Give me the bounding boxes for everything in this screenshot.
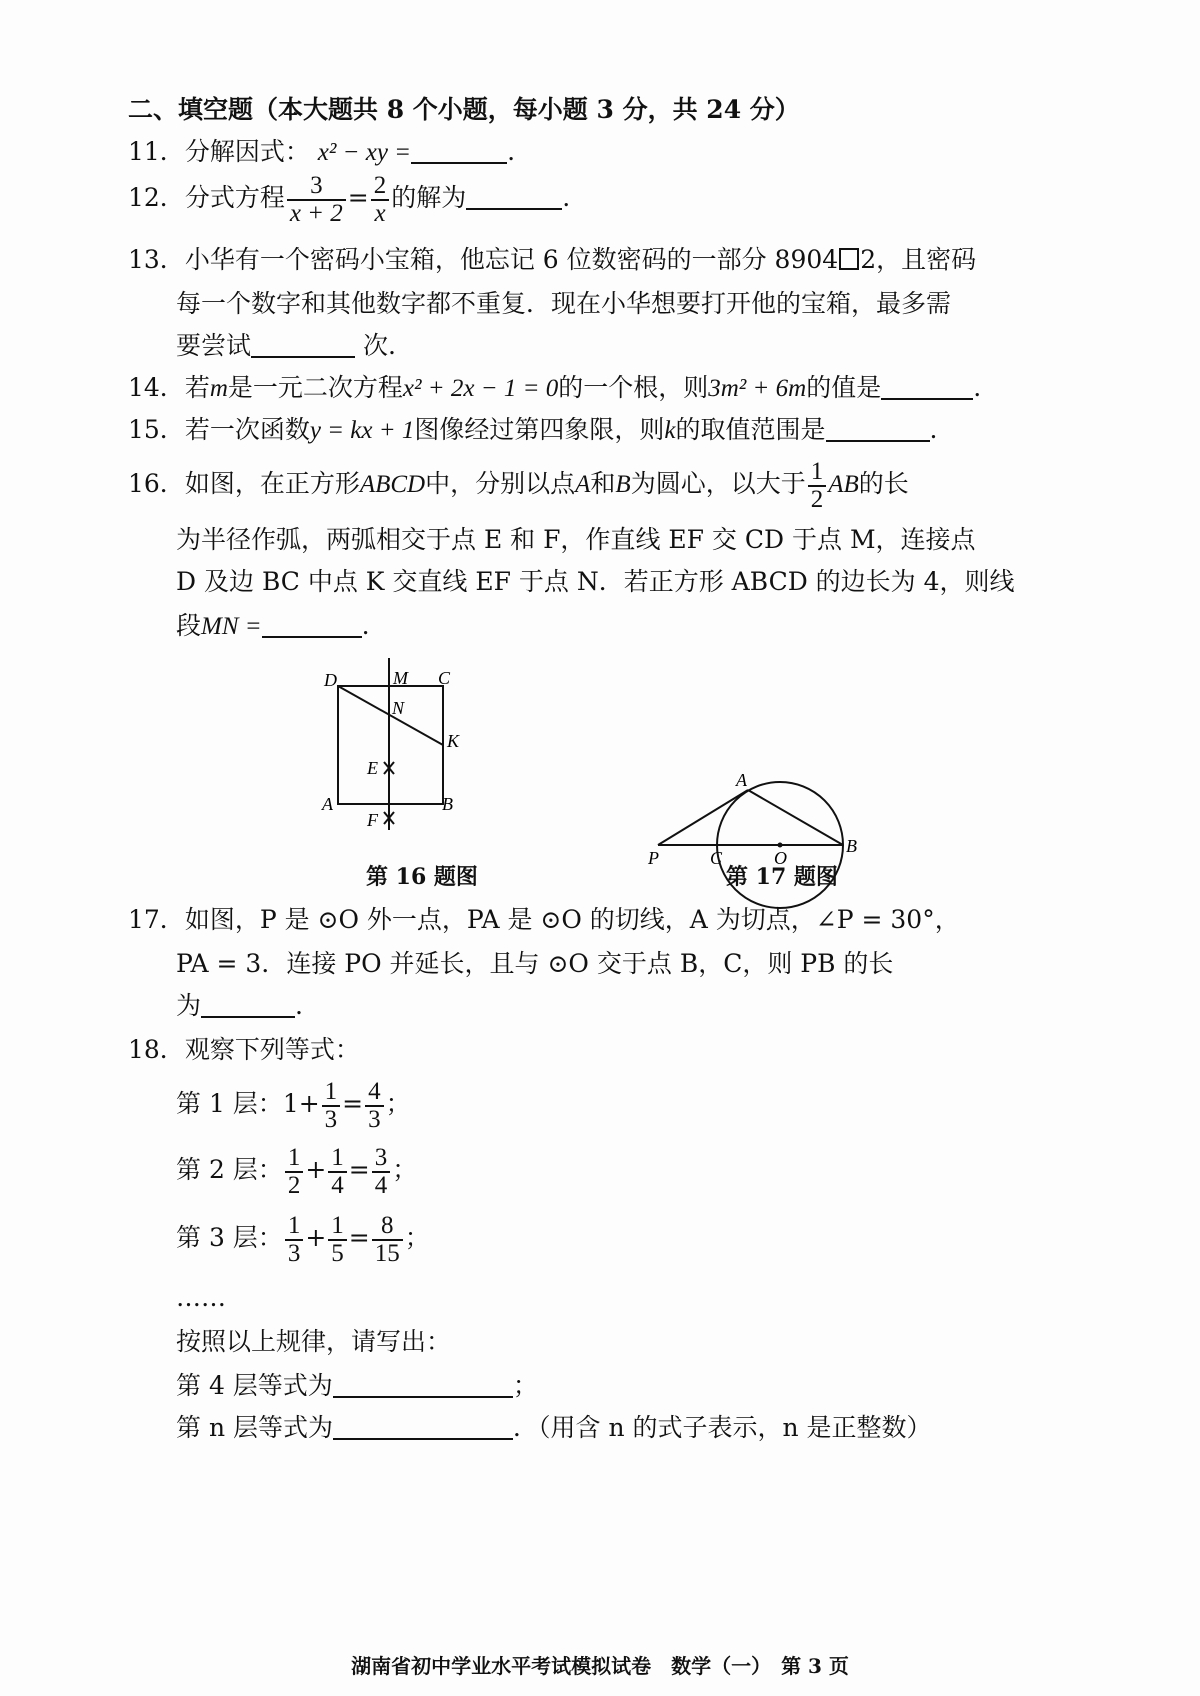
question-12 [128,170,570,227]
layer3-fraction-a: $\frac{1}{3}$ [285,1213,304,1267]
q16-answer-blank[interactable] [262,610,362,638]
label-p: P [648,848,659,868]
layer3-fraction-result: $\frac{8}{15}$ [372,1213,403,1267]
label-n: N [392,698,405,718]
question-13-line-1 [128,244,976,276]
question-16-line-3: D 及边 BC 中点 K 交直线 EF 于点 N．若正方形 ABCD 的边长为 4，则线 [176,567,1015,596]
q13-text-b: 2，且密码 [860,245,977,274]
question-16-line-2: 为半径作弧，两弧相交于点 E 和 F，作直线 EF 交 CD 于点 M，连接点 [176,525,976,554]
label-e: E [367,758,378,778]
q11-answer-blank[interactable] [411,136,507,164]
q17-answer-blank[interactable] [201,990,295,1018]
q15-answer-blank[interactable] [826,414,930,442]
question-11 [128,136,515,169]
q18-layer-n-answer-blank[interactable] [333,1412,513,1440]
q13-answer-blank[interactable] [251,330,355,358]
q18-rule: 按照以上规律，请写出： [176,1327,452,1356]
q14-answer-blank[interactable] [881,372,973,400]
q12-number: 12． [128,183,185,212]
question-16-line-1: 16．如图，在正方形ABCD中，分别以点A和B为圆心，以大于 $\frac{1}{2}$ AB的长 [128,457,909,513]
q18-layer-3: 第 3 层： $\frac{1}{3}$ + $\frac{1}{5}$ = $\frac{8}{15}$ ； [176,1211,430,1267]
label-a: A [322,794,333,814]
q18-ask-n: 第 n 层等式为 ．（用含 n 的式子表示，n 是正整数） [176,1413,932,1442]
q18-ask-4: 第 4 层等式为 ； [176,1371,538,1400]
q12-fraction-left: $\frac{3}{x + 2}$ [287,173,346,227]
q12-text: 分式方程 [184,183,285,212]
label-o: O [774,848,787,868]
page-footer: 湖南省初中学业水平考试模拟试卷 数学（一） 第 3 页 [351,1654,849,1678]
label-d: D [324,670,337,690]
label-c: C [710,848,723,868]
label-a: A [736,770,747,790]
q13-text-a: 小华有一个密码小宝箱，他忘记 6 位数密码的一部分 8904 [184,245,839,274]
q18-layer-1: 第 1 层：1+ $\frac{1}{3}$ = $\frac{4}{3}$ ； [176,1077,411,1133]
label-c: C [438,668,451,688]
q18-layer-2: 第 2 层： $\frac{1}{2}$ + $\frac{1}{4}$ = $\frac{3}{4}$ ； [176,1143,418,1199]
figure-17-caption: 第 17 题图 [726,864,838,890]
question-13-line-3: 要尝试 次. [176,331,396,360]
question-18-intro: 18．观察下列等式： [128,1035,360,1064]
label-m: M [393,668,408,688]
layer1-fraction-result: $\frac{4}{3}$ [365,1079,384,1133]
q12-equals: = [347,183,369,212]
q11-text: 分解因式： [184,137,310,166]
question-17-line-3: 为 . [176,991,303,1020]
layer2-fraction-result: $\frac{3}{4}$ [372,1145,391,1199]
q11-number: 11． [128,137,185,166]
label-k: K [447,731,460,751]
q12-fraction-right: $\frac{2}{x}$ [371,173,390,227]
figure-16-caption: 第 16 题图 [366,864,478,890]
question-17-line-2: PA = 3．连接 PO 并延长，且与 ⊙O 交于点 B，C，则 PB 的长 [176,949,894,978]
label-b: B [442,794,453,814]
q13-number: 13． [128,245,185,274]
layer2-fraction-a: $\frac{1}{2}$ [285,1145,304,1199]
section-title: 二、填空题（本大题共 8 个小题，每小题 3 分，共 24 分） [128,95,800,124]
chord-ab [748,790,843,845]
missing-digit-box [839,248,859,270]
question-14: 14．若m是一元二次方程x² + 2x − 1 = 0的一个根，则3m² + 6m的值是 . [128,373,982,402]
q12-answer-blank[interactable] [466,182,562,210]
question-13-line-2: 每一个数字和其他数字都不重复．现在小华想要打开他的宝箱，最多需 [176,289,952,318]
question-17-line-1: 17．如图，P 是 ⊙O 外一点，PA 是 ⊙O 的切线，A 为切点，∠P = 30°， [128,905,960,934]
question-15: 15．若一次函数y = kx + 1图像经过第四象限，则k的取值范围是 . [128,415,938,444]
layer2-fraction-b: $\frac{1}{4}$ [328,1145,347,1199]
center-point-o [778,843,783,848]
q18-layer4-answer-blank[interactable] [333,1370,513,1398]
q11-end: . [507,137,516,166]
figure-16 [300,650,500,840]
layer3-fraction-b: $\frac{1}{5}$ [328,1213,347,1267]
layer1-fraction-a: $\frac{1}{3}$ [322,1079,341,1133]
q12-end: . [562,183,571,212]
label-f: F [367,810,378,830]
q11-expression: x² − xy = [317,139,412,166]
label-b: B [846,836,857,856]
square-abcd [338,686,443,804]
q12-tail: 的解为 [391,183,467,212]
question-16-line-4: 段MN = . [176,611,370,640]
q18-ellipsis: …… [176,1283,226,1312]
tangent-pa [658,790,748,845]
segment-dk [338,686,443,745]
q16-half-fraction: $\frac{1}{2}$ [808,459,827,513]
